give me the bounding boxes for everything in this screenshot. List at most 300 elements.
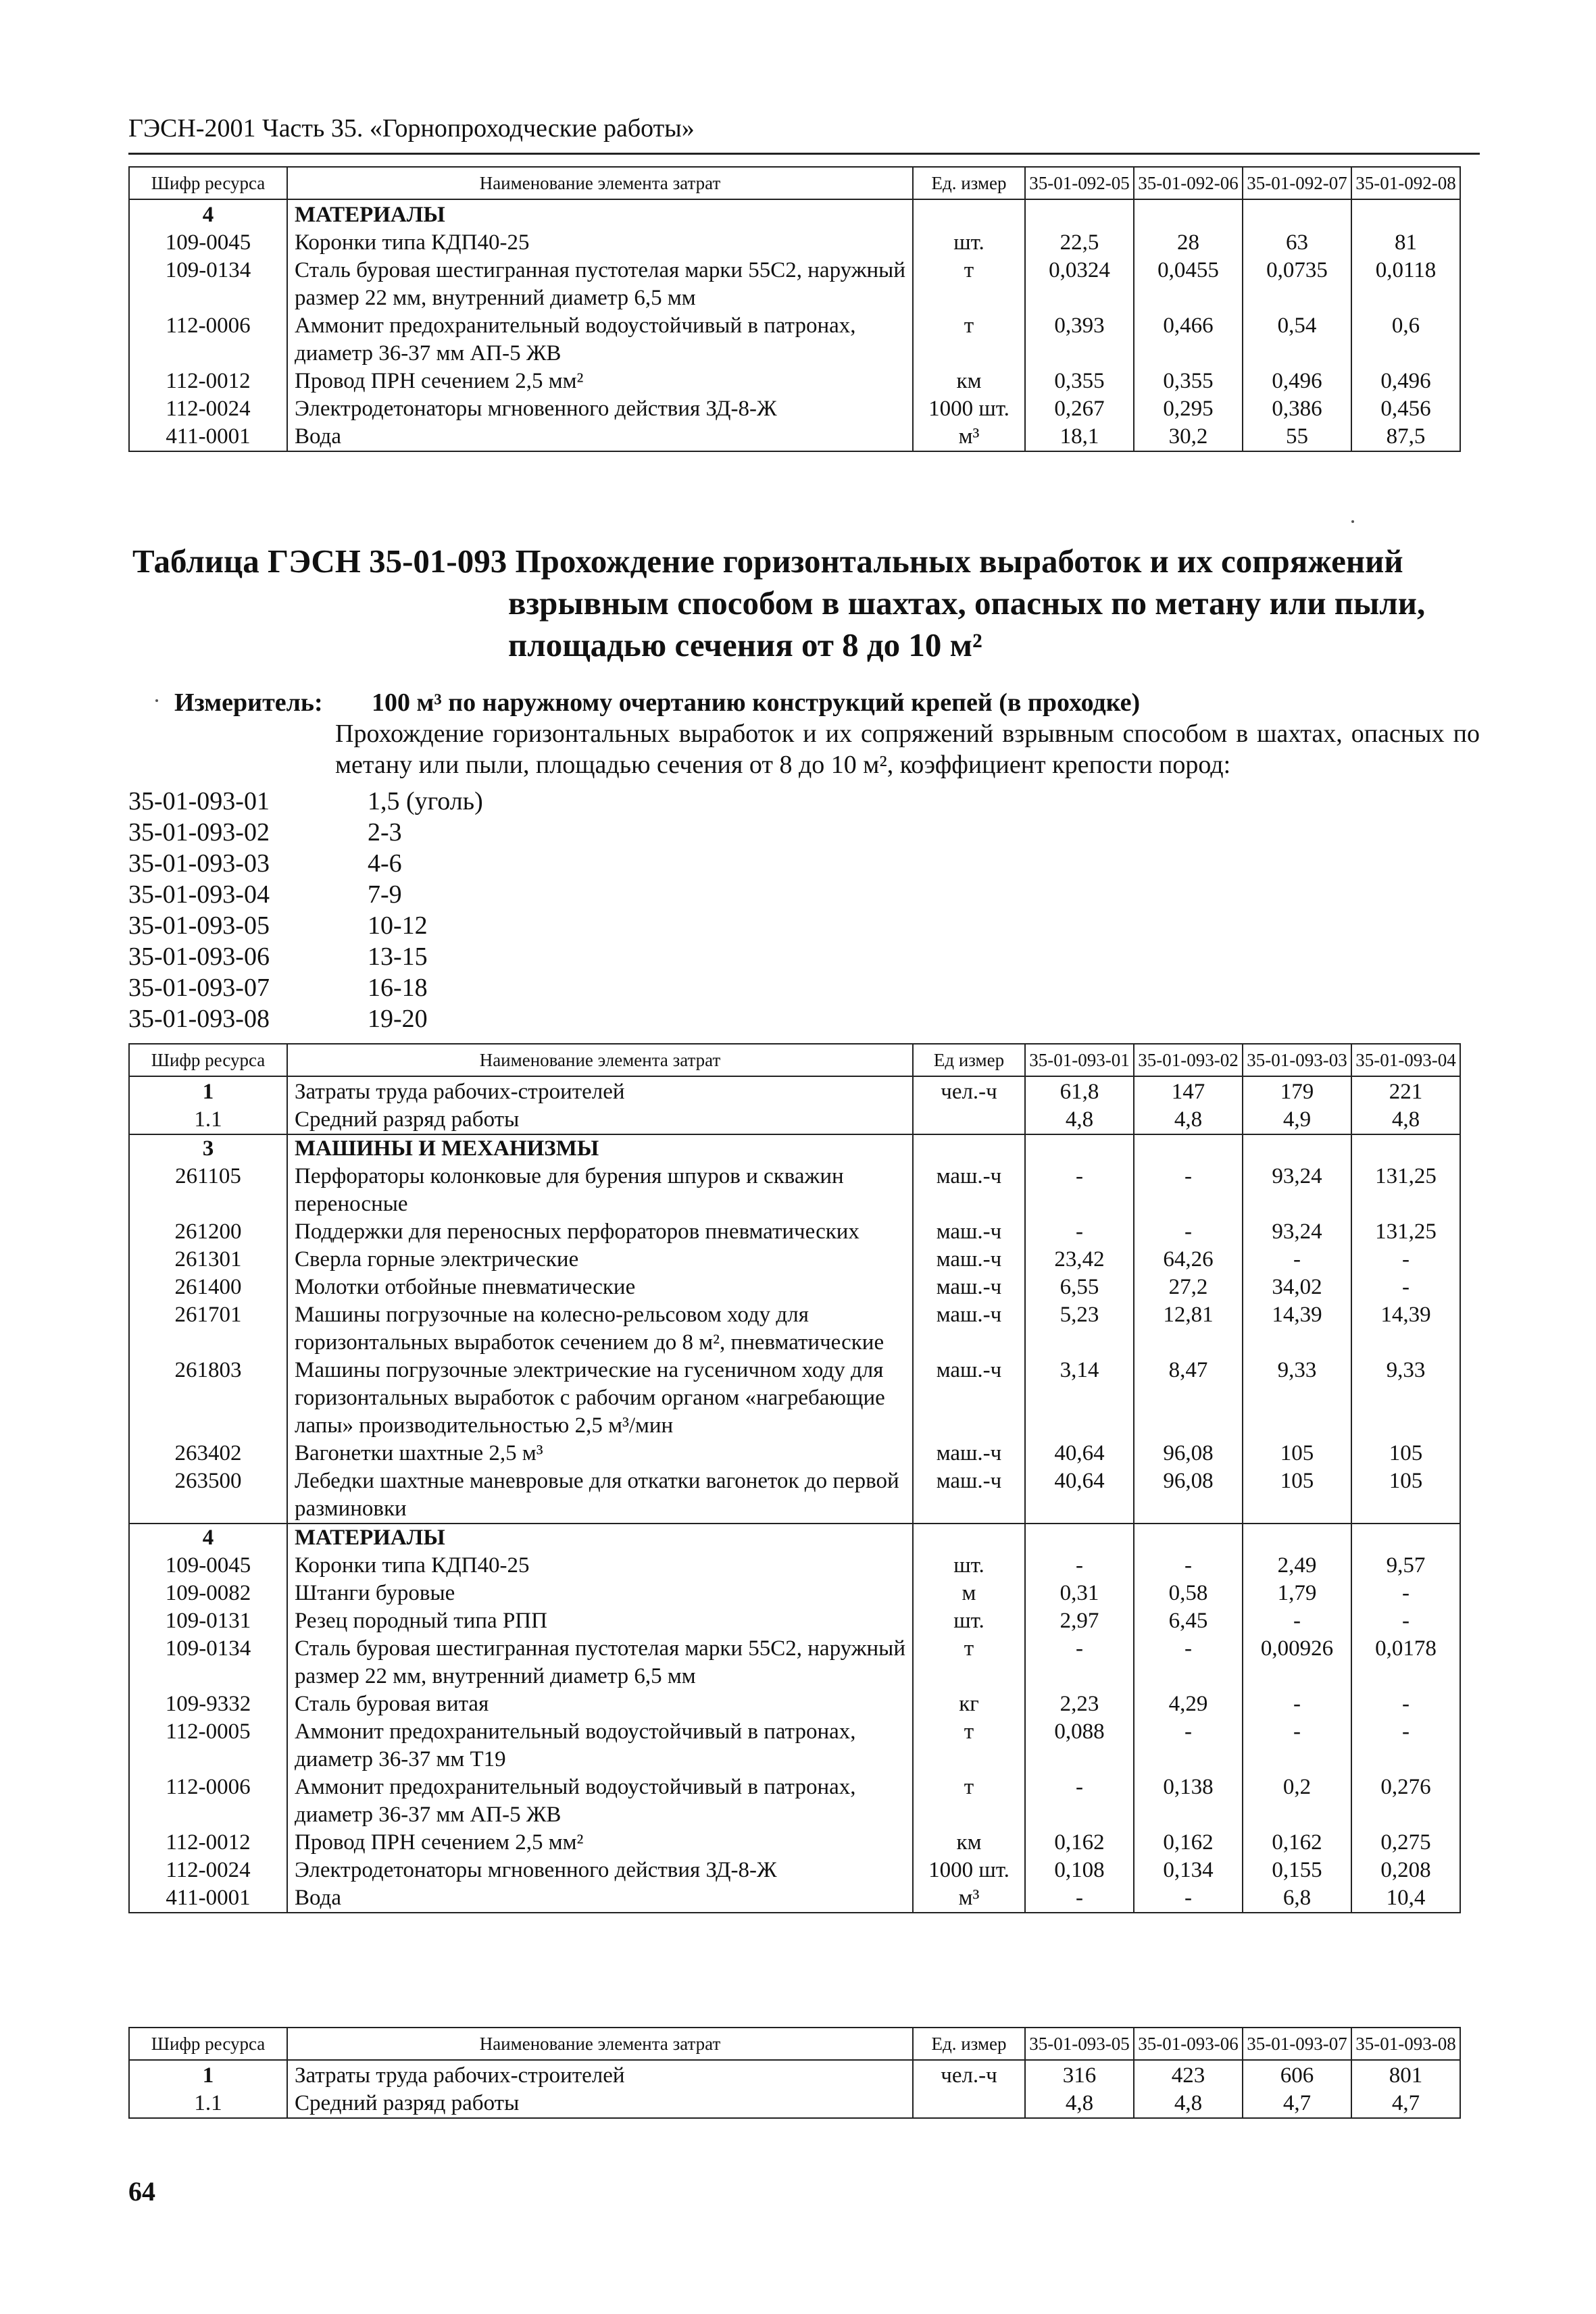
unit-cell	[913, 199, 1025, 229]
unit-cell: шт.	[913, 1552, 1025, 1580]
table-row	[129, 2090, 1460, 2118]
value-cell: 93,24	[1243, 1163, 1351, 1218]
table-header-row	[129, 167, 1460, 199]
column-header: 35-01-092-08	[1351, 167, 1460, 199]
column-header: 35-01-093-03	[1243, 1044, 1351, 1076]
column-header: Наименование элемента затрат	[287, 167, 913, 199]
value-cell: 61,8	[1025, 1076, 1134, 1106]
value-cell: 0,466	[1134, 312, 1243, 368]
resource-name-cell: Средний разряд работы	[287, 1106, 913, 1134]
value-cell	[1243, 1134, 1351, 1163]
resource-code-cell: 109-0082	[129, 1580, 287, 1607]
value-cell: -	[1351, 1274, 1460, 1301]
value-cell: 9,33	[1243, 1357, 1351, 1440]
value-cell	[1134, 1134, 1243, 1163]
value-cell	[1243, 199, 1351, 229]
unit-cell: маш.-ч	[913, 1467, 1025, 1524]
table-row	[129, 395, 1460, 423]
resource-code-cell: 4	[129, 1524, 287, 1552]
resource-name-cell: Вода	[287, 423, 913, 451]
value-cell: -	[1134, 1552, 1243, 1580]
column-header: 35-01-093-02	[1134, 1044, 1243, 1076]
rock-hardness-value: 2-3	[368, 818, 402, 847]
table-row	[129, 1580, 1460, 1607]
value-cell: 96,08	[1134, 1467, 1243, 1524]
value-cell: 221	[1351, 1076, 1460, 1106]
column-header: Ед. измер	[913, 2028, 1025, 2060]
column-header: 35-01-093-06	[1134, 2028, 1243, 2060]
table-row	[129, 1552, 1460, 1580]
table-row	[129, 1774, 1460, 1829]
norm-code-item	[128, 941, 483, 972]
resource-name-cell: Затраты труда рабочих-строителей	[287, 1076, 913, 1106]
column-header: 35-01-093-01	[1025, 1044, 1134, 1076]
value-cell	[1351, 1134, 1460, 1163]
value-cell: 0,155	[1243, 1857, 1351, 1884]
value-cell: 4,29	[1134, 1690, 1243, 1718]
norm-code-item	[128, 786, 483, 817]
norm-code: 35-01-093-07	[128, 974, 270, 1002]
value-cell: 96,08	[1134, 1440, 1243, 1467]
resource-name-cell: Аммонит предохранительный водоустойчивый в патронах, диаметр 36-37 мм АП-5 ЖВ	[287, 312, 913, 368]
resource-table-093-01-04	[128, 1043, 1461, 1913]
resource-name-cell: МАТЕРИАЛЫ	[287, 199, 913, 229]
resource-name-cell: Средний разряд работы	[287, 2090, 913, 2118]
value-cell: 0,386	[1243, 395, 1351, 423]
column-header: 35-01-092-05	[1025, 167, 1134, 199]
unit-cell: маш.-ч	[913, 1440, 1025, 1467]
table-row	[129, 1884, 1460, 1913]
table-header-row	[129, 1044, 1460, 1076]
value-cell: 27,2	[1134, 1274, 1243, 1301]
value-cell: 0,31	[1025, 1580, 1134, 1607]
resource-code-cell: 109-0134	[129, 257, 287, 312]
value-cell: -	[1351, 1246, 1460, 1274]
table-row	[129, 1690, 1460, 1718]
resource-code-cell: 1.1	[129, 2090, 287, 2118]
table-title	[132, 540, 1464, 666]
unit-cell: м	[913, 1580, 1025, 1607]
unit-cell: чел.-ч	[913, 1076, 1025, 1106]
resource-code-cell: 411-0001	[129, 423, 287, 451]
norm-code: 35-01-093-04	[128, 880, 270, 909]
value-cell: 12,81	[1134, 1301, 1243, 1357]
unit-cell: шт.	[913, 1607, 1025, 1635]
rock-hardness-value: 10-12	[368, 911, 428, 940]
value-cell: 0,0324	[1025, 257, 1134, 312]
resource-code-cell: 109-0131	[129, 1607, 287, 1635]
value-cell: 131,25	[1351, 1163, 1460, 1218]
resource-code-cell: 261701	[129, 1301, 287, 1357]
resource-code-cell: 112-0005	[129, 1718, 287, 1774]
value-cell: -	[1025, 1218, 1134, 1246]
value-cell: -	[1025, 1635, 1134, 1690]
scan-speck	[155, 699, 158, 702]
header-rule	[128, 153, 1480, 155]
value-cell: 0,275	[1351, 1829, 1460, 1857]
norm-code: 35-01-093-03	[128, 849, 270, 878]
value-cell: 0,456	[1351, 395, 1460, 423]
unit-cell: кг	[913, 1690, 1025, 1718]
resource-name-cell: Вода	[287, 1884, 913, 1913]
value-cell: 3,14	[1025, 1357, 1134, 1440]
resource-code-cell: 1	[129, 1076, 287, 1106]
resource-name-cell: Штанги буровые	[287, 1580, 913, 1607]
column-header: 35-01-092-07	[1243, 167, 1351, 199]
value-cell: 40,64	[1025, 1467, 1134, 1524]
unit-cell: маш.-ч	[913, 1274, 1025, 1301]
value-cell: 0,267	[1025, 395, 1134, 423]
unit-cell: м³	[913, 1884, 1025, 1913]
resource-code-cell: 261200	[129, 1218, 287, 1246]
value-cell: -	[1243, 1246, 1351, 1274]
resource-table-093-05-08	[128, 2027, 1461, 2119]
column-header: Ед измер	[913, 1044, 1025, 1076]
table-row	[129, 368, 1460, 395]
value-cell: 6,8	[1243, 1884, 1351, 1913]
value-cell	[1134, 199, 1243, 229]
value-cell: 0,088	[1025, 1718, 1134, 1774]
value-cell: 0,393	[1025, 312, 1134, 368]
value-cell: 10,4	[1351, 1884, 1460, 1913]
value-cell: 40,64	[1025, 1440, 1134, 1467]
value-cell: 0,0178	[1351, 1635, 1460, 1690]
value-cell: 5,23	[1025, 1301, 1134, 1357]
value-cell: 28	[1134, 229, 1243, 257]
resource-code-cell: 4	[129, 199, 287, 229]
table-row	[129, 1076, 1460, 1106]
norm-code-list	[128, 786, 483, 1034]
value-cell: 8,47	[1134, 1357, 1243, 1440]
value-cell: 0,0735	[1243, 257, 1351, 312]
value-cell	[1025, 199, 1134, 229]
rock-hardness-value: 19-20	[368, 1005, 428, 1033]
rock-hardness-value: 16-18	[368, 974, 428, 1002]
column-header: 35-01-093-04	[1351, 1044, 1460, 1076]
resource-code-cell: 112-0012	[129, 368, 287, 395]
unit-cell: маш.-ч	[913, 1218, 1025, 1246]
table-title-line-2: взрывным способом в шахтах, опасных по метану или пыли,	[508, 584, 1426, 622]
value-cell: 1,79	[1243, 1580, 1351, 1607]
column-header: 35-01-092-06	[1134, 167, 1243, 199]
norm-code: 35-01-093-06	[128, 942, 270, 971]
resource-code-cell: 261400	[129, 1274, 287, 1301]
table-row	[129, 1829, 1460, 1857]
resource-code-cell: 112-0024	[129, 395, 287, 423]
value-cell: -	[1351, 1690, 1460, 1718]
value-cell: -	[1025, 1163, 1134, 1218]
table-row	[129, 1274, 1460, 1301]
meter-label: Измеритель:	[174, 688, 323, 717]
table-row	[129, 1467, 1460, 1524]
value-cell	[1134, 1524, 1243, 1552]
unit-cell: 1000 шт.	[913, 395, 1025, 423]
value-cell: 0,58	[1134, 1580, 1243, 1607]
value-cell: -	[1134, 1218, 1243, 1246]
resource-name-cell: Аммонит предохранительный водоустойчивый в патронах, диаметр 36-37 мм Т19	[287, 1718, 913, 1774]
value-cell: 0,00926	[1243, 1635, 1351, 1690]
resource-name-cell: Затраты труда рабочих-строителей	[287, 2060, 913, 2090]
resource-code-cell: 261105	[129, 1163, 287, 1218]
resource-name-cell: МАШИНЫ И МЕХАНИЗМЫ	[287, 1134, 913, 1163]
table-row	[129, 1301, 1460, 1357]
table-row	[129, 1607, 1460, 1635]
value-cell	[1025, 1134, 1134, 1163]
value-cell: 0,2	[1243, 1774, 1351, 1829]
table-row	[129, 1106, 1460, 1134]
value-cell: 105	[1351, 1467, 1460, 1524]
value-cell: -	[1351, 1718, 1460, 1774]
resource-name-cell: Молотки отбойные пневматические	[287, 1274, 913, 1301]
value-cell: 87,5	[1351, 423, 1460, 451]
resource-name-cell: Вагонетки шахтные 2,5 м³	[287, 1440, 913, 1467]
norm-code: 35-01-093-08	[128, 1005, 270, 1033]
value-cell: 23,42	[1025, 1246, 1134, 1274]
value-cell: -	[1134, 1163, 1243, 1218]
resource-code-cell: 261301	[129, 1246, 287, 1274]
value-cell: 423	[1134, 2060, 1243, 2090]
table-row	[129, 1524, 1460, 1552]
value-cell: 34,02	[1243, 1274, 1351, 1301]
unit-cell	[913, 1524, 1025, 1552]
resource-code-cell: 112-0012	[129, 1829, 287, 1857]
value-cell: 0,54	[1243, 312, 1351, 368]
column-header: 35-01-093-07	[1243, 2028, 1351, 2060]
norm-description: Прохождение горизонтальных выработок и их сопряжений взрывным способом в шахтах, опасных по метану или пыли, площадью сечения от 8 до 10 м², коэффициент крепости пород:	[335, 720, 1480, 779]
value-cell: 0,295	[1134, 395, 1243, 423]
table-row	[129, 1134, 1460, 1163]
value-cell	[1351, 199, 1460, 229]
unit-cell: маш.-ч	[913, 1163, 1025, 1218]
value-cell: 0,496	[1243, 368, 1351, 395]
value-cell: 4,9	[1243, 1106, 1351, 1134]
resource-code-cell: 109-0134	[129, 1635, 287, 1690]
resource-name-cell: Провод ПРН сечением 2,5 мм²	[287, 1829, 913, 1857]
value-cell: 81	[1351, 229, 1460, 257]
value-cell: 55	[1243, 423, 1351, 451]
norm-code-item	[128, 1003, 483, 1034]
value-cell: 14,39	[1243, 1301, 1351, 1357]
value-cell: 105	[1243, 1440, 1351, 1467]
resource-name-cell: Электродетонаторы мгновенного действия ЗД-8-Ж	[287, 1857, 913, 1884]
column-header: Шифр ресурса	[129, 1044, 287, 1076]
value-cell: 0,162	[1134, 1829, 1243, 1857]
value-cell: -	[1025, 1774, 1134, 1829]
unit-cell: чел.-ч	[913, 2060, 1025, 2090]
value-cell	[1243, 1524, 1351, 1552]
value-cell: 0,108	[1025, 1857, 1134, 1884]
resource-name-cell: Сталь буровая витая	[287, 1690, 913, 1718]
table-row	[129, 1357, 1460, 1440]
value-cell: 0,162	[1243, 1829, 1351, 1857]
value-cell: 0,6	[1351, 312, 1460, 368]
scan-speck	[1351, 520, 1354, 523]
value-cell: -	[1134, 1635, 1243, 1690]
resource-code-cell: 263500	[129, 1467, 287, 1524]
value-cell: 105	[1351, 1440, 1460, 1467]
value-cell: -	[1243, 1607, 1351, 1635]
value-cell: -	[1025, 1884, 1134, 1913]
column-header: Наименование элемента затрат	[287, 2028, 913, 2060]
value-cell: 93,24	[1243, 1218, 1351, 1246]
table-row	[129, 423, 1460, 451]
value-cell: 0,162	[1025, 1829, 1134, 1857]
value-cell: 6,55	[1025, 1274, 1134, 1301]
value-cell: 4,8	[1025, 2090, 1134, 2118]
table-title-line-3: площадью сечения от 8 до 10 м²	[508, 626, 982, 663]
table-row	[129, 257, 1460, 312]
value-cell: 2,23	[1025, 1690, 1134, 1718]
resource-name-cell: Сталь буровая шестигранная пустотелая марки 55С2, наружный размер 22 мм, внутренний диаметр 6,5 мм	[287, 1635, 913, 1690]
value-cell: 0,208	[1351, 1857, 1460, 1884]
norm-code: 35-01-093-01	[128, 787, 270, 815]
unit-cell: км	[913, 1829, 1025, 1857]
table-row	[129, 1635, 1460, 1690]
resource-name-cell: Машины погрузочные электрические на гусеничном ходу для горизонтальных выработок с рабочим органом «нагребающие лапы» производительностью 2,5 м³/мин	[287, 1357, 913, 1440]
value-cell: 801	[1351, 2060, 1460, 2090]
resource-name-cell: Электродетонаторы мгновенного действия ЗД-8-Ж	[287, 395, 913, 423]
value-cell: -	[1243, 1718, 1351, 1774]
resource-code-cell: 411-0001	[129, 1884, 287, 1913]
resource-name-cell: Перфораторы колонковые для бурения шпуров и скважин переносные	[287, 1163, 913, 1218]
unit-cell: 1000 шт.	[913, 1857, 1025, 1884]
resource-code-cell: 109-9332	[129, 1690, 287, 1718]
value-cell: 4,7	[1351, 2090, 1460, 2118]
meter-line	[174, 688, 1140, 718]
value-cell: 2,97	[1025, 1607, 1134, 1635]
value-cell: -	[1134, 1884, 1243, 1913]
table-row	[129, 1440, 1460, 1467]
resource-name-cell: Сверла горные электрические	[287, 1246, 913, 1274]
norm-code-item	[128, 910, 483, 941]
unit-cell	[913, 1106, 1025, 1134]
resource-code-cell: 112-0006	[129, 1774, 287, 1829]
value-cell: 0,355	[1134, 368, 1243, 395]
resource-name-cell: Сталь буровая шестигранная пустотелая марки 55С2, наружный размер 22 мм, внутренний диаметр 6,5 мм	[287, 257, 913, 312]
resource-code-cell: 3	[129, 1134, 287, 1163]
value-cell: -	[1351, 1607, 1460, 1635]
column-header: Шифр ресурса	[129, 167, 287, 199]
table-row	[129, 312, 1460, 368]
value-cell: -	[1134, 1718, 1243, 1774]
column-header: 35-01-093-05	[1025, 2028, 1134, 2060]
norm-code: 35-01-093-05	[128, 911, 270, 940]
unit-cell: шт.	[913, 229, 1025, 257]
resource-name-cell: Резец породный типа РПП	[287, 1607, 913, 1635]
unit-cell: км	[913, 368, 1025, 395]
unit-cell: маш.-ч	[913, 1301, 1025, 1357]
value-cell: -	[1025, 1552, 1134, 1580]
resource-code-cell: 109-0045	[129, 229, 287, 257]
value-cell: 64,26	[1134, 1246, 1243, 1274]
norm-code-item	[128, 817, 483, 848]
resource-name-cell: Машины погрузочные на колесно-рельсовом ходу для горизонтальных выработок сечением до 8 м², пневматические	[287, 1301, 913, 1357]
value-cell	[1351, 1524, 1460, 1552]
resource-name-cell: Коронки типа КДП40-25	[287, 229, 913, 257]
norm-code: 35-01-093-02	[128, 818, 270, 847]
unit-cell: маш.-ч	[913, 1357, 1025, 1440]
value-cell: 14,39	[1351, 1301, 1460, 1357]
value-cell: 0,496	[1351, 368, 1460, 395]
value-cell: 179	[1243, 1076, 1351, 1106]
value-cell: -	[1243, 1690, 1351, 1718]
value-cell: 30,2	[1134, 423, 1243, 451]
meter-value: 100 м³ по наружному очертанию конструкций крепей (в проходке)	[372, 688, 1141, 717]
resource-code-cell: 1.1	[129, 1106, 287, 1134]
value-cell: 147	[1134, 1076, 1243, 1106]
norm-code-item	[128, 972, 483, 1003]
resource-name-cell: Аммонит предохранительный водоустойчивый в патронах, диаметр 36-37 мм АП-5 ЖВ	[287, 1774, 913, 1829]
unit-cell: т	[913, 1635, 1025, 1690]
table-row	[129, 1718, 1460, 1774]
norm-code-item	[128, 879, 483, 910]
unit-cell	[913, 2090, 1025, 2118]
norm-code-item	[128, 848, 483, 879]
table-row	[129, 1246, 1460, 1274]
value-cell	[1025, 1524, 1134, 1552]
table-title-line-1: Таблица ГЭСН 35-01-093 Прохождение горизонтальных выработок и их сопряжений	[132, 543, 1403, 580]
running-header: ГЭСН-2001 Часть 35. «Горнопроходческие работы»	[128, 114, 695, 143]
resource-code-cell: 109-0045	[129, 1552, 287, 1580]
value-cell: 4,8	[1134, 1106, 1243, 1134]
value-cell: 4,8	[1025, 1106, 1134, 1134]
resource-code-cell: 112-0006	[129, 312, 287, 368]
table-row	[129, 229, 1460, 257]
resource-name-cell: Поддержки для переносных перфораторов пневматических	[287, 1218, 913, 1246]
value-cell: 2,49	[1243, 1552, 1351, 1580]
value-cell: 63	[1243, 229, 1351, 257]
resource-name-cell: Провод ПРН сечением 2,5 мм²	[287, 368, 913, 395]
resource-code-cell: 1	[129, 2060, 287, 2090]
value-cell: -	[1351, 1580, 1460, 1607]
rock-hardness-value: 13-15	[368, 942, 428, 971]
unit-cell	[913, 1134, 1025, 1163]
value-cell: 22,5	[1025, 229, 1134, 257]
unit-cell: т	[913, 312, 1025, 368]
value-cell: 6,45	[1134, 1607, 1243, 1635]
value-cell: 18,1	[1025, 423, 1134, 451]
rock-hardness-value: 4-6	[368, 849, 402, 878]
value-cell: 0,134	[1134, 1857, 1243, 1884]
table-row	[129, 199, 1460, 229]
resource-code-cell: 263402	[129, 1440, 287, 1467]
resource-code-cell: 112-0024	[129, 1857, 287, 1884]
page-number: 64	[128, 2176, 155, 2207]
value-cell: 131,25	[1351, 1218, 1460, 1246]
value-cell: 105	[1243, 1467, 1351, 1524]
resource-name-cell: Лебедки шахтные маневровые для откатки вагонеток до первой разминовки	[287, 1467, 913, 1524]
value-cell: 4,7	[1243, 2090, 1351, 2118]
rock-hardness-value: 7-9	[368, 880, 402, 909]
resource-table-092	[128, 166, 1461, 452]
value-cell: 0,0455	[1134, 257, 1243, 312]
resource-code-cell: 261803	[129, 1357, 287, 1440]
column-header: Наименование элемента затрат	[287, 1044, 913, 1076]
value-cell: 0,138	[1134, 1774, 1243, 1829]
value-cell: 4,8	[1351, 1106, 1460, 1134]
unit-cell: т	[913, 1718, 1025, 1774]
value-cell: 9,33	[1351, 1357, 1460, 1440]
value-cell: 0,355	[1025, 368, 1134, 395]
unit-cell: т	[913, 1774, 1025, 1829]
table-row	[129, 1857, 1460, 1884]
value-cell: 0,276	[1351, 1774, 1460, 1829]
unit-cell: т	[913, 257, 1025, 312]
value-cell: 606	[1243, 2060, 1351, 2090]
rock-hardness-value: 1,5 (уголь)	[368, 787, 483, 815]
resource-name-cell: МАТЕРИАЛЫ	[287, 1524, 913, 1552]
table-row	[129, 1218, 1460, 1246]
